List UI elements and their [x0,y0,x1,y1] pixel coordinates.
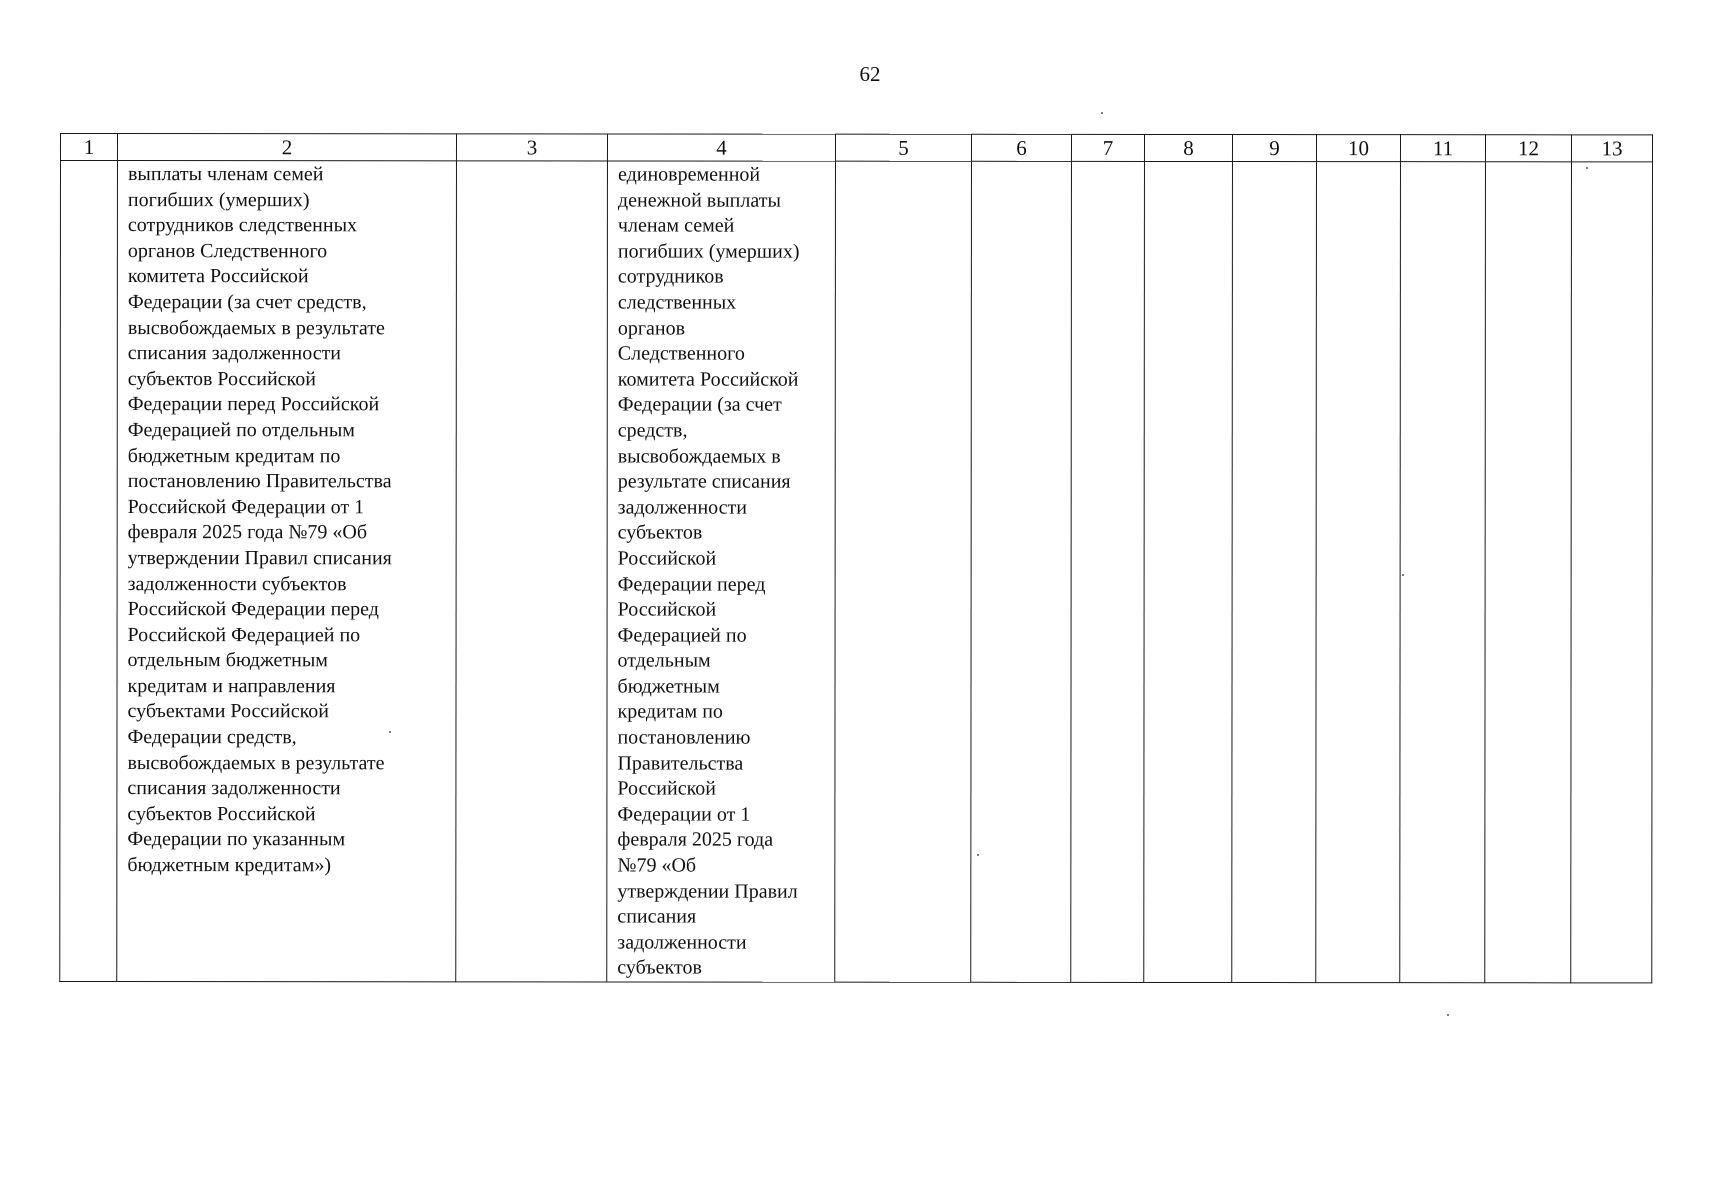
cell-text [1572,162,1652,163]
column-header-10: 10 [1316,135,1400,162]
scan-speck [1447,1014,1449,1016]
cell-col-4 [607,161,836,982]
column-header-5: 5 [835,134,971,161]
page-number: 62 [859,62,881,86]
cell-text [972,162,1071,163]
cell-col-12 [1485,162,1572,983]
column-header-7: 7 [1071,134,1144,161]
column-header-8: 8 [1144,134,1232,161]
cell-text [1486,162,1571,163]
scan-speck [1101,112,1103,114]
cell-text: выплаты членам семей погибших (умерших) сотрудников следственных органов Следственного комитета Российской Федерации (за счет средств, высвобождаемых в результате списания задолженности субъектов Российской Федерации перед Российской Федерацией по отдельным бюджетным кредитам по постановлению Правительства Российской Федерации от 1 февраля 2025 года №79 «Об утверждении Правил списания задолженности субъектов Российской Федерации перед Российской Федерацией по отдельным бюджетным кредитам и направления субъектами Российской Федерации средств, высвобождаемых в результате списания задолженности субъектов Российской Федерации по указанным бюджетным кредитам») [127,163,392,877]
column-header-4: 4 [607,134,835,161]
column-header-13: 13 [1571,135,1652,162]
cell-text [1317,162,1400,163]
cell-text [1145,162,1232,163]
cell-col-13 [1571,162,1653,983]
column-header-1: 1 [60,134,117,161]
cell-col-11 [1400,162,1486,983]
column-header-12: 12 [1485,135,1571,162]
cell-text [1233,162,1316,163]
column-header-2: 2 [117,134,456,161]
table-row [60,161,1653,983]
cell-col-3 [456,161,608,982]
scan-speck [977,854,979,856]
column-header-9: 9 [1232,135,1316,162]
cell-text [61,161,117,162]
cell-col-9 [1232,162,1317,983]
scan-speck [1586,167,1588,169]
column-header-6: 6 [971,134,1071,161]
scan-speck [1402,574,1404,576]
header-row [60,134,1652,162]
cell-col-6 [971,161,1072,982]
cell-col-1 [60,161,118,982]
cell-text: единовременной денежной выплаты членам семей погибших (умерших) сотрудников следственных органов Следственного комитета Российской Федерации (за счет средств, высвобождаемых в результате списания задолженности субъектов Российской Федерации перед Российской Федерацией по отдельным бюджетным кредитам по постановлению Правительства Российской Федерации от 1 февраля 2025 года №79 «Об утверждении Правил списания задолженности субъектов [617,163,800,979]
column-header-3: 3 [456,134,607,161]
cell-text [1401,162,1485,163]
cell-text [1072,162,1144,163]
cell-col-8 [1144,161,1233,982]
cell-text [457,161,607,162]
cell-text [836,162,971,163]
column-header-11: 11 [1400,135,1485,162]
cell-col-10 [1316,162,1401,983]
cell-col-5 [835,161,972,982]
cell-col-2 [117,161,457,982]
cell-col-7 [1071,161,1145,982]
scan-speck [389,731,391,733]
budget-table [59,133,1653,983]
